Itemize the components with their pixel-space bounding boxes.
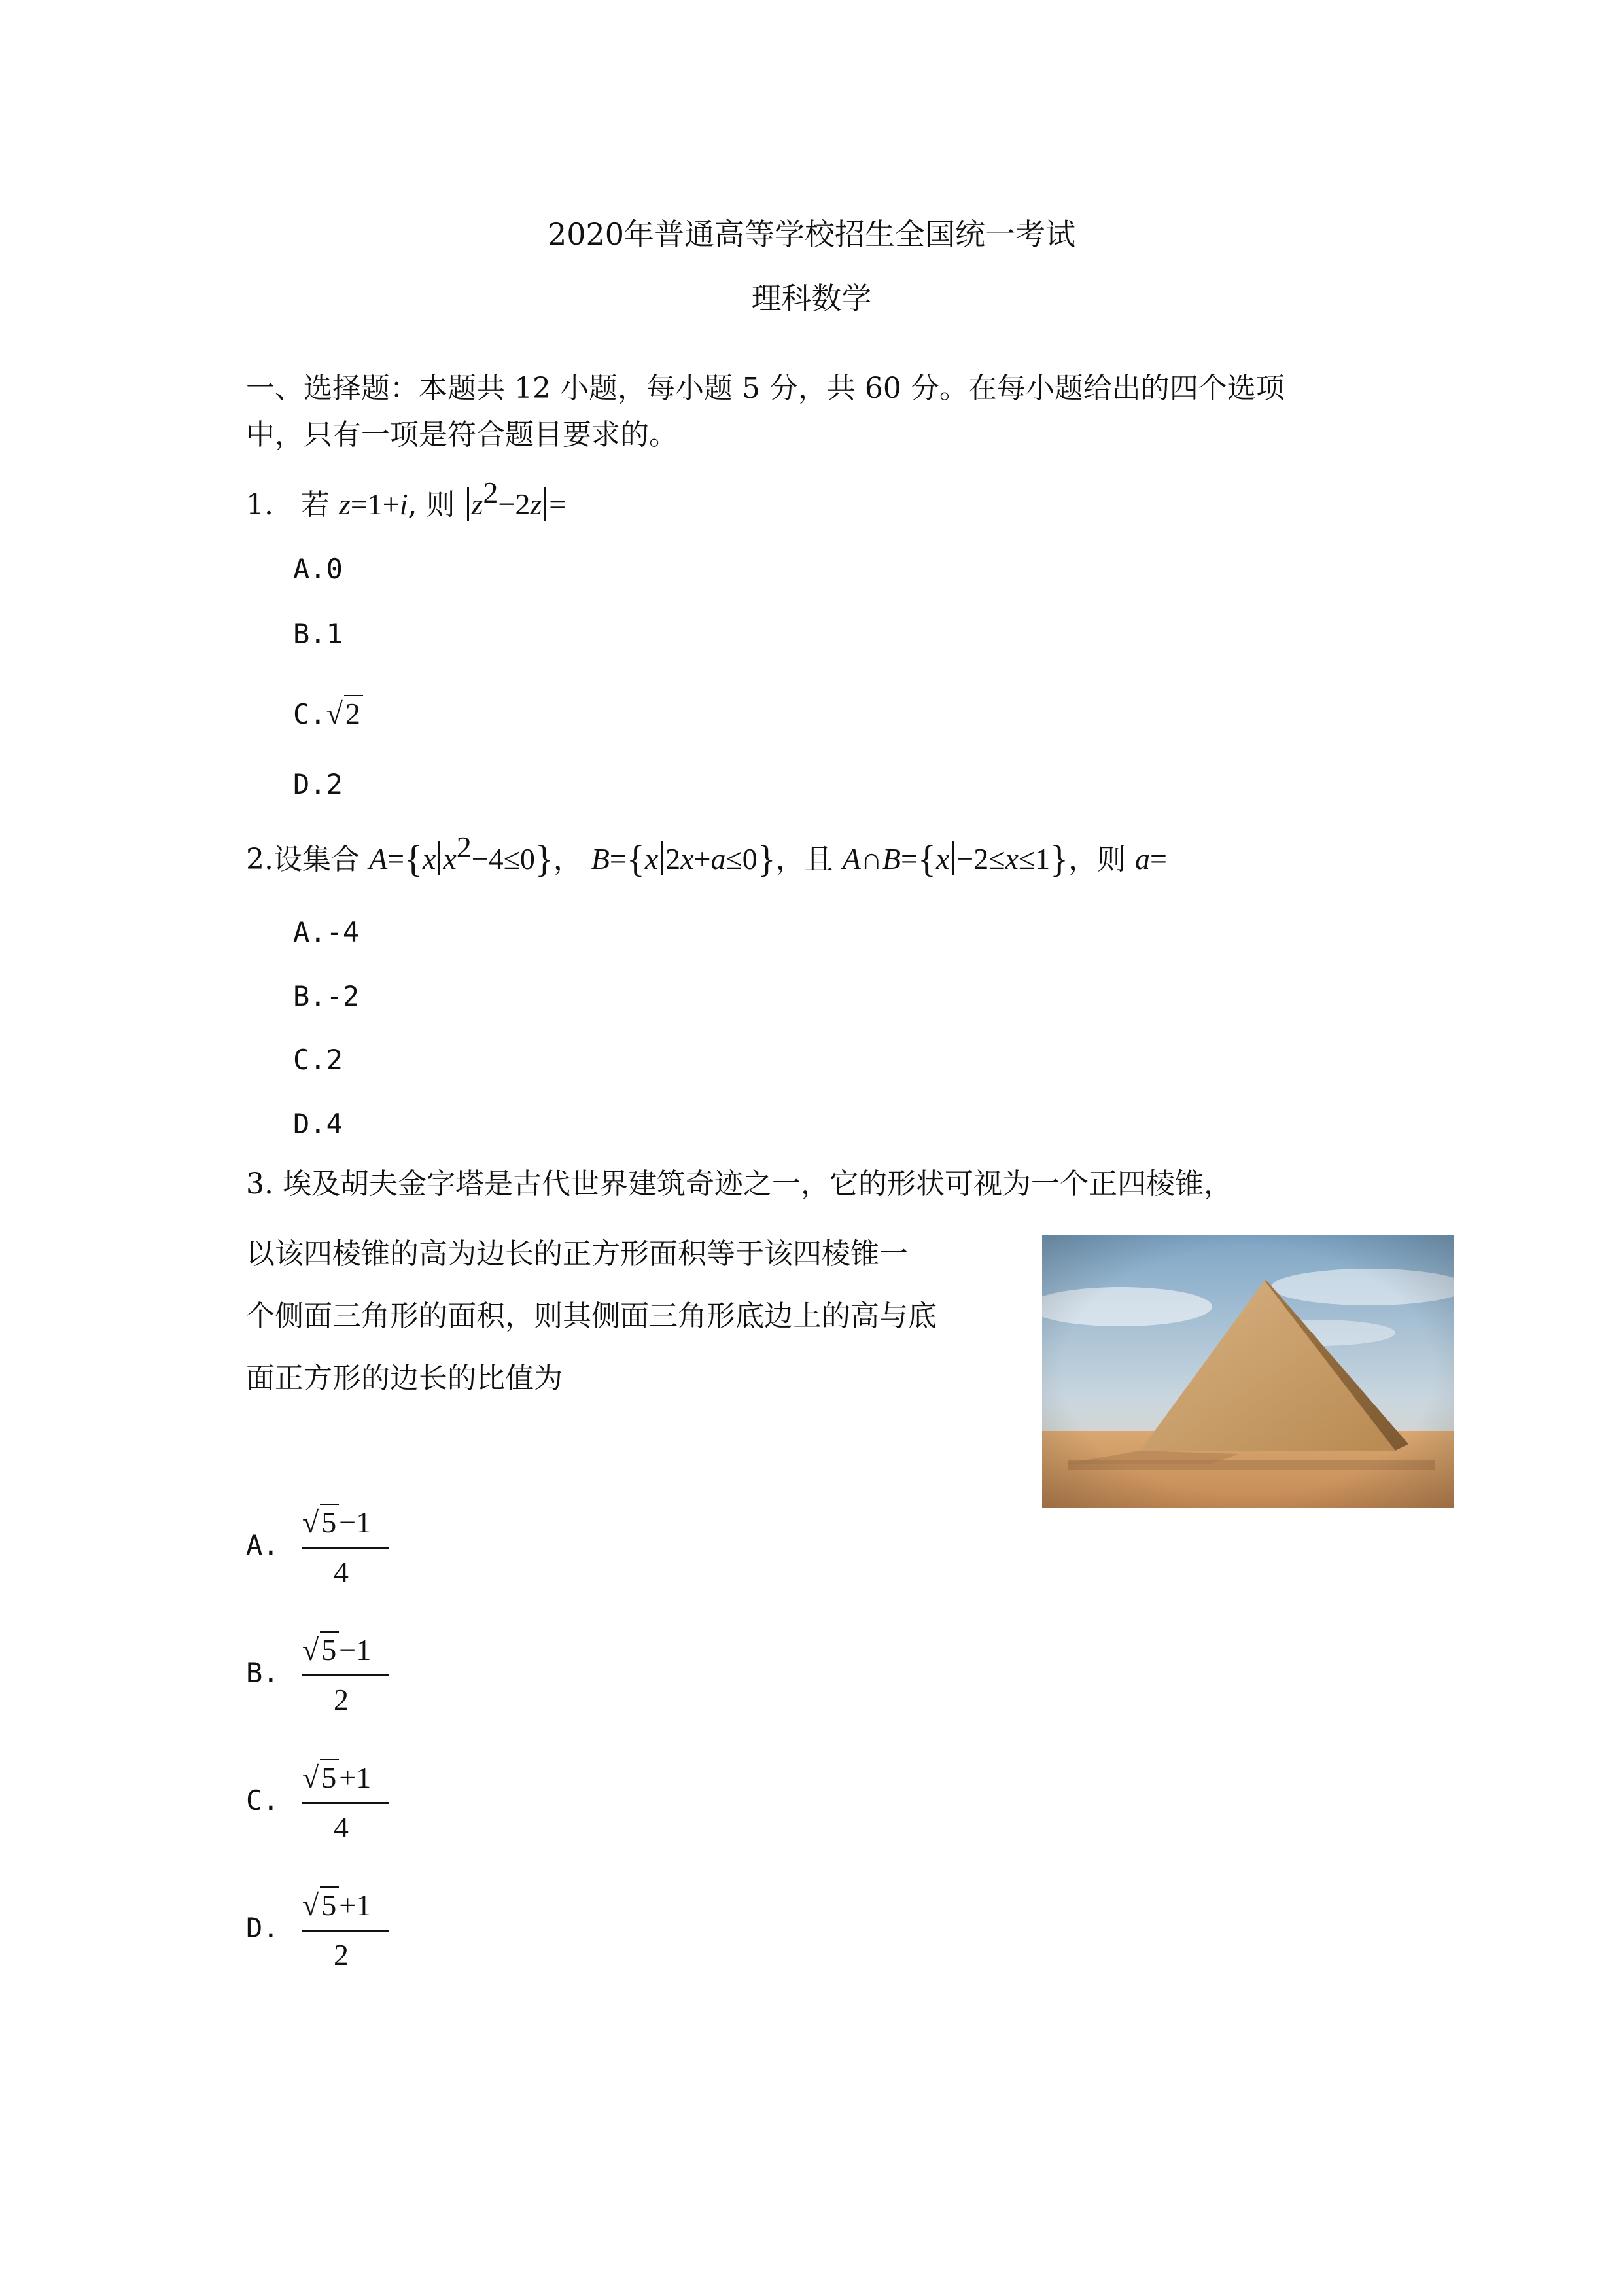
fraction-bar [302, 1930, 389, 1932]
brace-open: { [626, 838, 645, 880]
math-exponent: 2 [456, 830, 472, 864]
fraction-denominator: 2 [334, 1683, 349, 1716]
math-var: x [443, 842, 457, 875]
sqrt-sign: √ [302, 1888, 319, 1922]
brace-close: } [1050, 838, 1068, 880]
sqrt-radicand: 5 [320, 1886, 339, 1922]
fraction-denominator: 4 [334, 1810, 349, 1844]
sqrt-radicand: 5 [320, 1759, 339, 1795]
math-text: ∩ [860, 842, 882, 875]
q1-option-c [293, 695, 363, 731]
numerator-rest: −1 [339, 1506, 372, 1539]
math-text: ≤0 [725, 842, 758, 875]
exam-subject: 理科数学 [751, 281, 872, 316]
math-var: x [422, 842, 436, 875]
q1-option-d: D.2 [293, 768, 343, 800]
brace-open: { [917, 838, 936, 880]
math-var: B [882, 842, 901, 875]
sqrt-radicand: 5 [320, 1504, 339, 1540]
q2-option-a: A.-4 [293, 916, 360, 948]
math-var: B [591, 842, 610, 875]
question-text: 设集合 [273, 843, 360, 876]
sqrt-sign: √ [302, 1633, 319, 1667]
sqrt-sign: √ [302, 1506, 319, 1539]
fraction-denominator: 4 [334, 1555, 349, 1589]
math-var: x [1005, 842, 1019, 875]
question-3-line2: 以该四棱锥的高为边长的正方形面积等于该四棱锥一 [246, 1237, 908, 1271]
q3-option-d-label: D. [246, 1912, 279, 1944]
fraction-bar [302, 1802, 389, 1804]
question-3-line3: 个侧面三角形的面积，则其侧面三角形底边上的高与底 [246, 1299, 937, 1333]
question-number: 2. [246, 843, 273, 876]
q3-option-a-label: A. [246, 1529, 279, 1561]
set-bar [438, 841, 440, 875]
sqrt-radicand: 5 [320, 1631, 339, 1667]
sqrt-expression [302, 1504, 339, 1540]
question-2-stem [246, 832, 1167, 878]
q2-option-c: C.2 [293, 1044, 343, 1076]
pyramid-photo [1042, 1235, 1454, 1508]
math-text: = [901, 842, 918, 875]
math-var: x [680, 842, 694, 875]
math-text: = [387, 842, 405, 875]
sqrt-radicand: 2 [344, 695, 363, 731]
question-text: ，且 [775, 843, 833, 876]
math-var: A [842, 842, 861, 875]
abs-bar-left [467, 487, 469, 521]
question-text: 若 [300, 488, 330, 521]
question-text: ，则 [1068, 843, 1126, 876]
math-var: a [1134, 842, 1150, 875]
q2-option-b: B.-2 [293, 980, 360, 1012]
section-instruction-line2: 中，只有一项是符合题目要求的。 [246, 418, 678, 451]
exam-title: 2020年普通高等学校招生全国统一考试 [547, 217, 1076, 252]
q1-option-a: A.0 [293, 553, 343, 585]
math-exponent: 2 [483, 476, 498, 509]
q1-option-b: B.1 [293, 618, 343, 650]
section-instruction-line1: 一、选择题：本题共 12 小题，每小题 5 分，共 60 分。在每小题给出的四个选项 [246, 372, 1285, 405]
math-text: −2≤ [956, 842, 1005, 875]
fraction-numerator [302, 1631, 371, 1667]
brace-close: } [534, 838, 553, 880]
sqrt-expression [302, 1631, 339, 1667]
question-1-stem [246, 478, 566, 521]
q3-option-b-label: B. [246, 1657, 279, 1689]
question-text: , 则 [408, 488, 455, 521]
math-var: z [338, 487, 351, 521]
set-bar [952, 841, 954, 875]
numerator-rest: +1 [339, 1761, 372, 1794]
numerator-rest: +1 [339, 1888, 372, 1922]
set-bar [661, 841, 663, 875]
math-var: z [471, 487, 483, 521]
fraction-bar [302, 1547, 389, 1549]
math-text: + [693, 842, 711, 875]
sqrt-expression [302, 1759, 339, 1795]
numerator-rest: −1 [339, 1633, 372, 1667]
sqrt-sign: √ [326, 697, 343, 730]
math-var: i [399, 487, 408, 521]
question-3-line4: 面正方形的边长的比值为 [246, 1362, 563, 1395]
math-var: x [644, 842, 659, 875]
abs-bar-right [544, 487, 546, 521]
q3-option-c-label: C. [246, 1784, 279, 1816]
math-text: −4≤0 [471, 842, 535, 875]
fraction-numerator [302, 1759, 371, 1795]
fraction-denominator: 2 [334, 1938, 349, 1971]
sqrt-expression [326, 695, 363, 731]
brace-close: } [757, 838, 776, 880]
math-var: z [530, 487, 542, 521]
question-3-line1: 3. 埃及胡夫金字塔是古代世界建筑奇迹之一，它的形状可视为一个正四棱锥， [246, 1167, 1232, 1201]
question-number: 1. [246, 488, 273, 521]
math-text: = [1149, 842, 1167, 875]
brace-open: { [404, 838, 423, 880]
fraction-numerator [302, 1886, 371, 1922]
sqrt-sign: √ [302, 1761, 319, 1794]
math-var: A [368, 842, 388, 875]
math-text: = [549, 487, 567, 521]
math-text: ≤1 [1018, 842, 1051, 875]
sqrt-expression [302, 1886, 339, 1922]
math-text: −2 [498, 487, 531, 521]
question-text: ， [553, 843, 582, 876]
option-label: C. [293, 698, 326, 730]
math-var: x [935, 842, 950, 875]
math-text: = [609, 842, 627, 875]
fraction-numerator [302, 1504, 371, 1540]
fraction-bar [302, 1674, 389, 1676]
q2-option-d: D.4 [293, 1108, 343, 1140]
math-text: =1+ [350, 487, 400, 521]
math-text: 2 [665, 842, 681, 875]
math-var: a [710, 842, 726, 875]
